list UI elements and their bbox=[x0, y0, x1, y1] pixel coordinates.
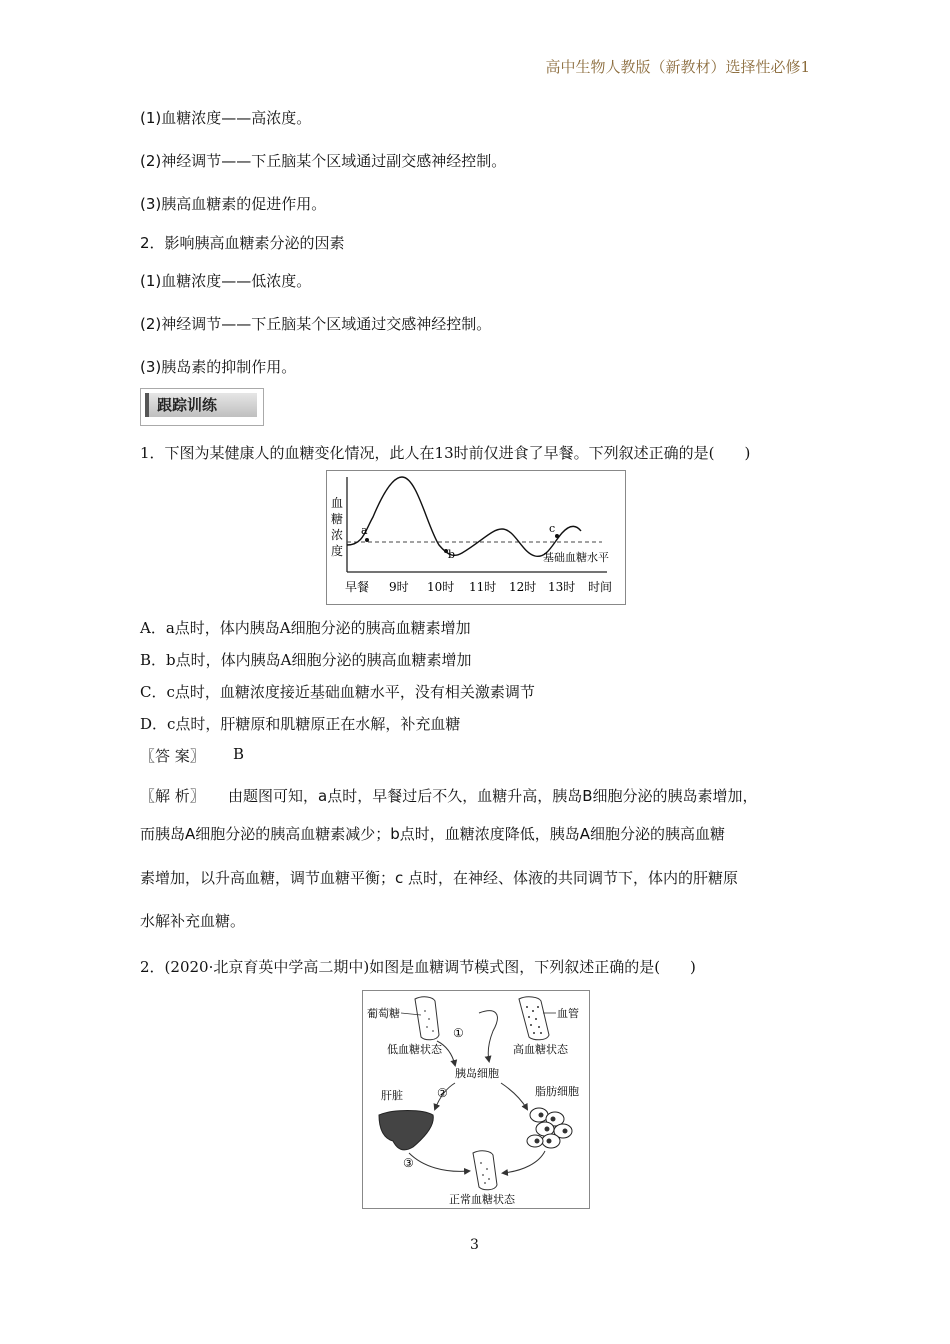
s1-item-1: (1)血糖浓度——高浓度。 bbox=[140, 109, 312, 127]
label-glucose: 葡萄糖 bbox=[367, 1007, 400, 1020]
page-header: 高中生物人教版（新教材）选择性必修1 bbox=[545, 58, 810, 76]
label-high: 高血糖状态 bbox=[513, 1043, 568, 1056]
xtick-10: 10时 bbox=[427, 580, 455, 594]
q2-stem: 2．(2020·北京育英中学高二期中)如图是血糖调节模式图，下列叙述正确的是( ) bbox=[140, 958, 696, 976]
xtick-time: 时间 bbox=[588, 580, 613, 594]
label-normal: 正常血糖状态 bbox=[449, 1193, 515, 1206]
s2-item-2: (2)神经调节——下丘脑某个区域通过交感神经控制。 bbox=[140, 315, 492, 333]
point-c-dot bbox=[555, 534, 559, 538]
xtick-11: 11时 bbox=[469, 580, 497, 594]
q2-figure bbox=[362, 990, 590, 1209]
label-islet: 胰岛细胞 bbox=[455, 1067, 499, 1080]
practice-label: 跟踪训练 bbox=[145, 393, 257, 417]
analysis-line-1: 由题图可知，a点时，早餐过后不久，血糖升高，胰岛B细胞分泌的胰岛素增加， bbox=[228, 787, 758, 805]
normal-vessel-icon bbox=[473, 1151, 497, 1190]
arrow-liver-to-normal bbox=[409, 1153, 469, 1171]
low-vessel-icon bbox=[415, 997, 439, 1040]
q1-figure bbox=[326, 470, 626, 605]
page-number: 3 bbox=[470, 1237, 479, 1253]
q1-option-a: A．a点时，体内胰岛A细胞分泌的胰高血糖素增加 bbox=[140, 619, 471, 637]
s1-item-3: (3)胰高血糖素的促进作用。 bbox=[140, 195, 327, 213]
point-a: a bbox=[361, 524, 368, 537]
ylabel-2: 糖 bbox=[331, 512, 344, 526]
answer-label: 〖答 案〗 bbox=[140, 747, 205, 765]
s1-item-2: (2)神经调节——下丘脑某个区域通过副交感神经控制。 bbox=[140, 152, 507, 170]
label-n1: ① bbox=[453, 1026, 464, 1040]
practice-label-box bbox=[140, 388, 264, 426]
xtick-12: 12时 bbox=[509, 580, 537, 594]
label-low: 低血糖状态 bbox=[387, 1043, 442, 1056]
answer-value: B bbox=[233, 745, 245, 763]
ylabel-3: 浓 bbox=[331, 528, 344, 542]
glucose-curve bbox=[347, 477, 581, 556]
analysis-line-3: 素增加，以升高血糖，调节血糖平衡；c 点时，在神经、体液的共同调节下，体内的肝糖原 bbox=[140, 869, 739, 887]
ylabel-4: 度 bbox=[331, 544, 344, 558]
point-b: b bbox=[448, 548, 456, 561]
q1-option-c: C．c点时，血糖浓度接近基础血糖水平，没有相关激素调节 bbox=[140, 683, 535, 701]
s2-title: 2．影响胰高血糖素分泌的因素 bbox=[140, 234, 345, 252]
q1-option-b: B．b点时，体内胰岛A细胞分泌的胰高血糖素增加 bbox=[140, 651, 472, 669]
label-vessel: 血管 bbox=[557, 1007, 579, 1020]
arrow-fat-to-normal bbox=[503, 1151, 545, 1173]
point-a-dot bbox=[365, 538, 369, 542]
ylabel-1: 血 bbox=[331, 496, 344, 510]
regulation-diagram bbox=[363, 991, 589, 1208]
analysis-label: 〖解 析〗 bbox=[140, 787, 205, 805]
label-fat: 脂肪细胞 bbox=[535, 1085, 579, 1098]
s2-item-3: (3)胰岛素的抑制作用。 bbox=[140, 358, 297, 376]
label-n2: ② bbox=[437, 1086, 448, 1100]
q1-option-d: D．c点时，肝糖原和肌糖原正在水解，补充血糖 bbox=[140, 715, 461, 733]
label-liver: 肝脏 bbox=[381, 1089, 403, 1102]
analysis-line-2: 而胰岛A细胞分泌的胰高血糖素减少；b点时，血糖浓度降低，胰岛A细胞分泌的胰高血糖 bbox=[140, 825, 726, 843]
xtick-breakfast: 早餐 bbox=[345, 580, 370, 594]
xtick-13: 13时 bbox=[548, 580, 576, 594]
xtick-9: 9时 bbox=[389, 580, 409, 594]
arrow-islet-to-fat bbox=[501, 1083, 527, 1109]
liver-icon bbox=[379, 1111, 433, 1150]
q1-stem: 1．下图为某健康人的血糖变化情况，此人在13时前仅进食了早餐。下列叙述正确的是( ) bbox=[140, 444, 751, 462]
label-n3: ③ bbox=[403, 1156, 414, 1170]
glucose-curve-figure bbox=[327, 471, 625, 604]
s2-item-1: (1)血糖浓度——低浓度。 bbox=[140, 272, 312, 290]
arrow-high-to-islet bbox=[479, 1011, 497, 1061]
analysis-line-4: 水解补充血糖。 bbox=[140, 912, 246, 930]
point-c: c bbox=[549, 522, 556, 535]
baseline-label: 基础血糖水平 bbox=[543, 551, 609, 564]
